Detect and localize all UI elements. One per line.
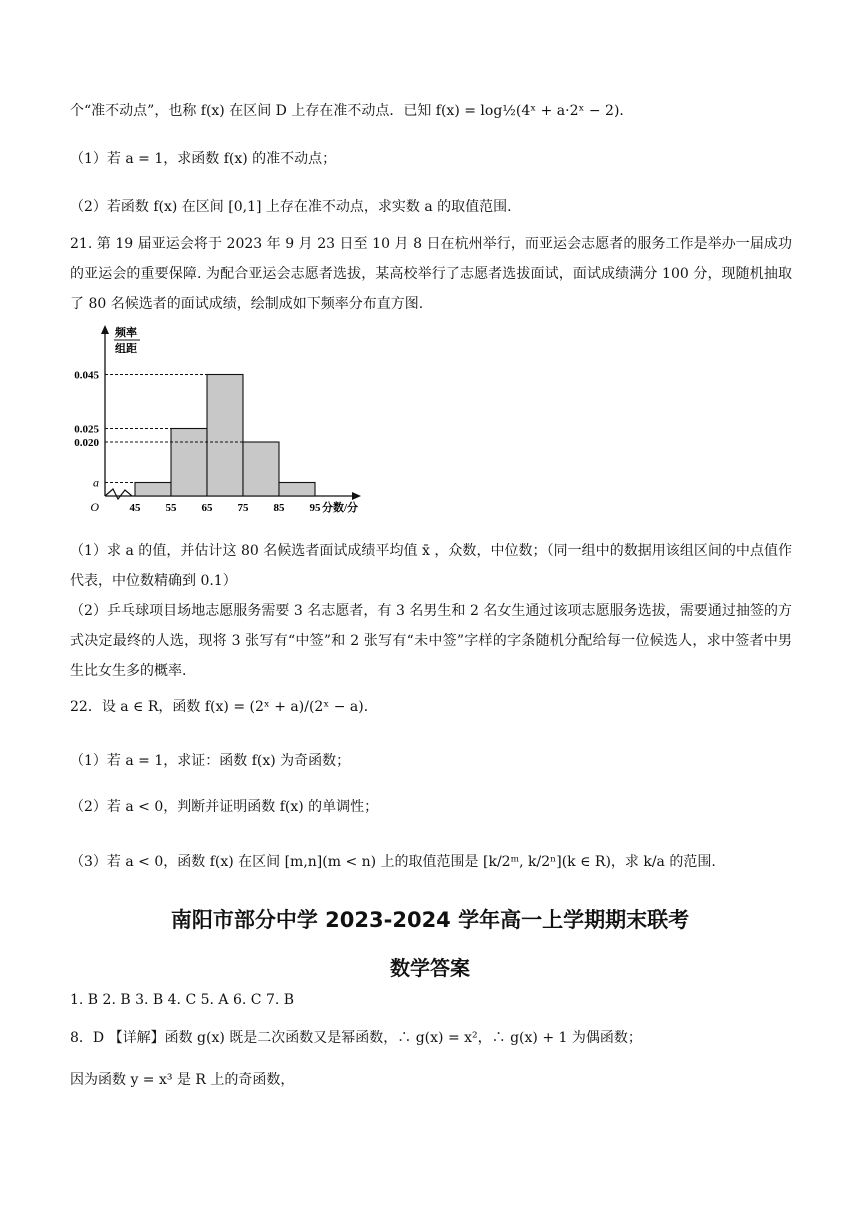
y-tick-label: 0.045	[74, 369, 99, 382]
histogram-bar	[279, 483, 315, 497]
q22-stem: 22．设 a ∈ R，函数 f(x) = (2ˣ + a)/(2ˣ − a)．	[70, 699, 378, 715]
y-axis-label-bottom: 组距	[115, 343, 137, 355]
x-axis-arrow	[352, 492, 361, 500]
x-tick-label: 65	[201, 502, 213, 514]
y-axis-label-top: 频率	[115, 327, 137, 339]
q20-part2: （2）若函数 f(x) 在区间 [0,1] 上存在准不动点，求实数 a 的取值范围.	[70, 199, 512, 215]
answer-item-8: 8．D 【详解】函数 g(x) 既是二次函数又是幂函数，∴ g(x) = x²，∴ g(x) + 1 为偶函数；	[70, 1030, 642, 1046]
answer-subtitle: 数学答案	[390, 956, 470, 980]
answer-title: 南阳市部分中学 2023-2024 学年高一上学期期末联考	[170, 908, 690, 932]
histogram-bar	[207, 375, 243, 497]
x-axis-label: 分数/分	[322, 502, 359, 514]
q21-part2: （2）乒乓球项目场地志愿服务需要 3 名志愿者，有 3 名男生和 2 名女生通过该项志愿服务选拔，需要通过抽签的方式决定最终的人选，现将 3 张写有“中签”和 2 张写有“未中签”字样的字条随机分配给每一位候选人，求中签者中男生比女生多的概率.	[70, 603, 792, 679]
q21-part1: （1）求 a 的值，并估计这 80 名候选者面试成绩平均值 x̄ ，众数，中位数；（同一组中的数据用该组区间的中点值作代表，中位数精确到 0.1）	[70, 543, 792, 589]
q20-part1: （1）若 a = 1，求函数 f(x) 的准不动点；	[70, 151, 337, 167]
answer-item-8-continued: 因为函数 y = x³ 是 R 上的奇函数，	[70, 1072, 295, 1088]
x-tick-label: 55	[165, 502, 177, 514]
x-tick-label: 45	[129, 502, 141, 514]
x-tick-label: 85	[273, 502, 285, 514]
q20-definition-line: 个“准不动点”，也称 f(x) 在区间 D 上存在准不动点．已知 f(x) = log½(4ˣ + a·2ˣ − 2)．	[70, 103, 634, 119]
q22-part1: （1）若 a = 1，求证：函数 f(x) 为奇函数；	[70, 753, 351, 769]
y-axis-arrow	[101, 325, 109, 334]
histogram-bar	[171, 429, 207, 497]
y-tick-label: 0.020	[74, 437, 99, 449]
y-tick-label: a	[93, 475, 99, 490]
q22-part3: （3）若 a < 0，函数 f(x) 在区间 [m,n](m < n) 上的取值范围是 [k/2ᵐ, k/2ⁿ](k ∈ R)，求 k/a 的范围.	[70, 854, 716, 870]
q22-part2: （2）若 a < 0，判断并证明函数 f(x) 的单调性；	[70, 799, 379, 815]
origin-label: O	[90, 500, 99, 514]
histogram-bar	[243, 442, 279, 496]
axis-break-mark	[105, 489, 132, 499]
x-tick-label: 75	[237, 502, 249, 514]
x-tick-label: 95	[309, 502, 321, 514]
histogram-chart	[70, 322, 370, 522]
histogram-bar	[135, 483, 171, 497]
y-tick-label: 0.025	[74, 423, 99, 436]
q21-stem: 21. 第 19 届亚运会将于 2023 年 9 月 23 日至 10 月 8 日在杭州举行，而亚运会志愿者的服务工作是举办一届成功的亚运会的重要保障. 为配合亚运会志愿者选拔，某高校举行了志愿者选拔面试，面试成绩满分 100 分，现随机抽取了 80 名候选者的面试成绩，绘制成如下频率分布直方图.	[70, 236, 792, 312]
answer-choices: 1. B 2. B 3. B 4. C 5. A 6. C 7. B	[70, 992, 295, 1008]
